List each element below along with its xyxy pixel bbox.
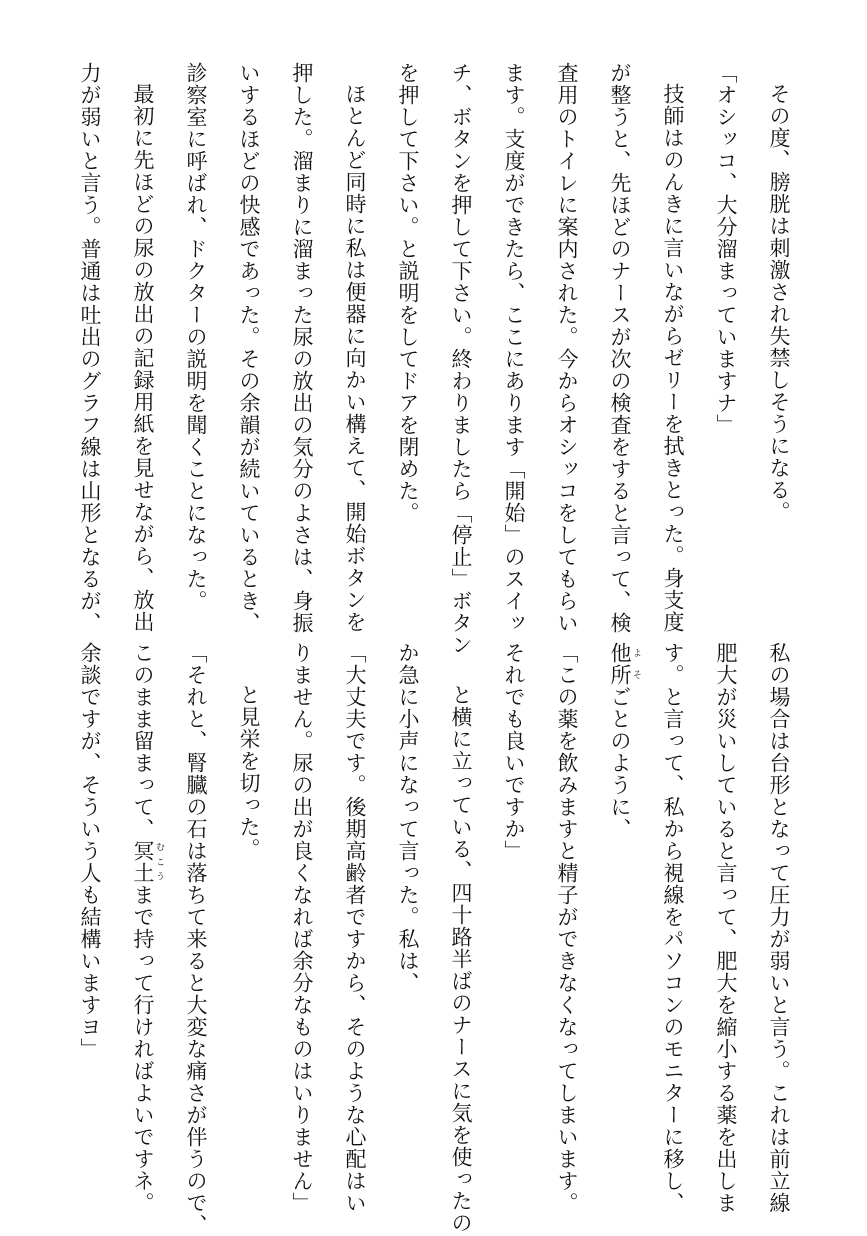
bottom-line: りません。尿の出が良くなれば余分なものはいりません」 <box>290 642 314 1214</box>
bottom-line: このまま留まって、冥土 むこうまで持って行ければよいですネ。 <box>131 642 164 1214</box>
bottom-line: 「この薬を飲みますと精子ができなくなってしまいます。 <box>555 642 579 1214</box>
top-line: 最初に先ほどの尿の放出の記録用紙を見せながら、放出 <box>131 83 155 633</box>
top-line: が整うと、先ほどのナースが次の検査をすると言って、検 <box>608 62 632 634</box>
bottom-line: 他所 よそごとのように、 <box>608 642 641 840</box>
top-line: その度、膀胱は刺激され失禁しそうになる。 <box>767 83 791 523</box>
top-line: いするほどの快感であった。その余韻が続いているとき、 <box>237 62 261 634</box>
top-line: 技師はのんきに言いながらゼリーを拭きとった。身支度 <box>661 83 685 633</box>
ruby-reading: むこう <box>154 840 164 884</box>
top-line: チ、ボタンを押して下さい。終わりましたら「停止」ボタン <box>449 62 473 656</box>
bottom-line: す。と言って、私から視線をパソコンのモニターに移し、 <box>661 642 685 1214</box>
ruby-reading: よそ <box>631 642 641 686</box>
top-line: 押した。溜まりに溜まった尿の放出の気分のよさは、身振 <box>290 62 314 634</box>
bottom-line: と見栄を切った。 <box>237 684 261 860</box>
bottom-line: それでも良いですか」 <box>502 642 526 862</box>
top-line: 力が弱いと言う。普通は吐出のグラフ線は山形となるが、 <box>78 62 102 634</box>
bottom-line: 「それと、腎臓の石は落ちて来ると大変な痛さが伴うので、 <box>184 642 208 1236</box>
lower-text-block <box>63 642 805 1236</box>
ruby-annotation: 冥土 むこう <box>131 840 164 884</box>
upper-text-block <box>63 62 805 656</box>
top-line: 「オシッコ、大分溜まっていますナ」 <box>714 62 738 436</box>
bottom-line: 私の場合は台形となって圧力が弱いと言う。これは前立線 <box>767 642 791 1214</box>
top-line: を押して下さい。と説明をしてドアを閉めた。 <box>396 62 420 524</box>
bottom-line: と横に立っている、四十路半ばのナースに気を使ったの <box>449 684 473 1234</box>
ruby-annotation: 他所 よそ <box>608 642 641 686</box>
top-line: 診察室に呼ばれ、ドクターの説明を聞くことになった。 <box>184 62 208 612</box>
top-line: ほとんど同時に私は便器に向かい構えて、開始ボタンを <box>343 83 367 633</box>
top-line: 査用のトイレに案内された。今からオシッコをしてもらい <box>555 62 579 634</box>
bottom-line: 余談ですが、そういう人も結構いますヨ」 <box>78 642 102 1060</box>
bottom-line: 「大丈夫です。後期高齢者ですから、そのような心配はい <box>343 642 367 1214</box>
bottom-line: 肥大が災いしていると言って、肥大を縮小する薬を出しま <box>714 642 738 1214</box>
bottom-line: か急に小声になって言った。私は、 <box>396 642 420 994</box>
top-line: ます。支度ができたら、ここにあります「開始」のスイッ <box>502 62 526 634</box>
